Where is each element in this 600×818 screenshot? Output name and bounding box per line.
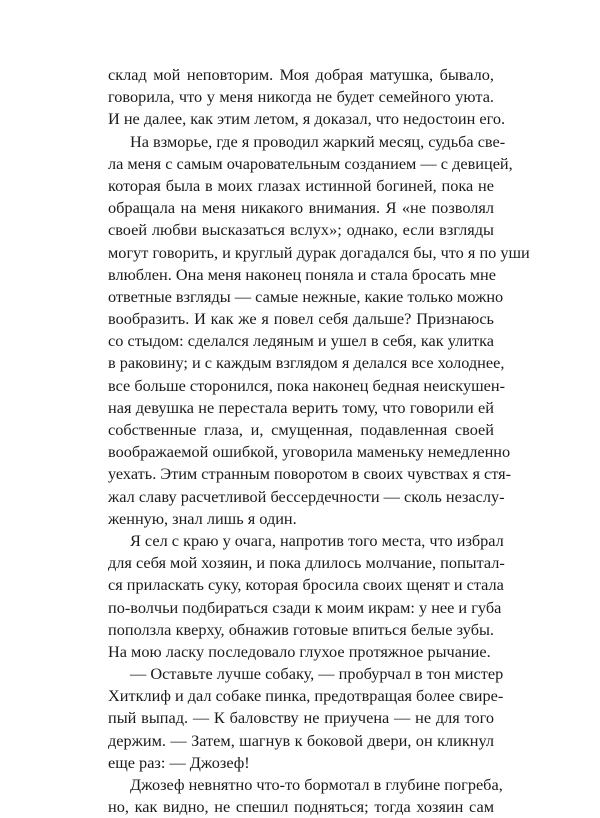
text-line: говорила, что у меня никогда не будет семейного уюта. [108, 87, 494, 107]
text-line: могут говорить, и круглый дурак догадался бы, что я по уши [108, 242, 530, 262]
text-line: пый выпад. — К баловству не приучена — не для того [108, 708, 494, 728]
text-line: ла меня с самым очаровательным созданием — с девицей, [108, 153, 513, 173]
paragraph [108, 64, 506, 131]
text-line: со стыдом: сделался ледяным и ушел в себя, как улитка [108, 331, 494, 351]
text-line: воображаемой ошибкой, уговорила маменьку немедленно [108, 442, 511, 462]
text-line: еще раз: — Джозеф! [108, 752, 250, 772]
paragraph [108, 530, 505, 663]
text-line: Хитклиф и дал собаке пинка, предотвращая более свире- [108, 686, 504, 706]
text-line: в раковину; и с каждым взглядом я делался все холоднее, [108, 353, 505, 373]
text-line: которая была в моих глазах истинной богиней, пока не [108, 175, 494, 195]
paragraph [108, 131, 530, 530]
text-line: но, как видно, не спешил подняться; тогда хозяин сам [108, 797, 494, 817]
text-line: уехать. Этим странным поворотом в своих чувствах я стя- [108, 464, 512, 484]
text-line: вообразить. И как же я повел себя дальше? Признаюсь [108, 309, 494, 329]
text-line: склад мой неповторим. Моя добрая матушка, бывало, [108, 65, 494, 84]
text-line: для себя мой хозяин, и пока длилось молчание, попытал- [108, 553, 505, 573]
text-line: держим. — Затем, шагнув к боковой двери, он кликнул [108, 730, 494, 750]
paragraph [108, 774, 503, 818]
text-line: ответные взгляды — самые нежные, какие только можно [108, 286, 504, 306]
text-line: На взморье, где я проводил жаркий месяц, судьба све- [130, 131, 506, 151]
text-line: собственные глаза, и, смущенная, подавленная своей [108, 420, 494, 439]
text-line: своей любви высказаться вслух»; однако, если взгляды [108, 220, 494, 240]
text-line: На мою ласку последовало глухое протяжное рычание. [108, 641, 491, 661]
text-line: Я сел с краю у очага, напротив того места, что избрал [130, 530, 504, 550]
text-line: все больше сторонился, пока наконец бедная неискушен- [108, 375, 506, 395]
text-line: И не далее, как этим летом, я доказал, что недостоин его. [108, 109, 506, 129]
text-line: жал славу расчетливой бессердечности — сколь незаслу- [108, 486, 505, 506]
text-line: обращала на меня никакого внимания. Я «не позволял [108, 198, 494, 218]
text-line: по-волчьи подбираться сзади к моим икрам: у нее и губа [108, 597, 502, 617]
text-line: ся приласкать суку, которая бросила своих щенят и стала [108, 575, 504, 595]
text-line: Джозеф невнятно что-то бормотал в глубине погреба, [130, 775, 503, 794]
paragraph [108, 663, 504, 774]
text-line: ная девушка не перестала верить тому, что говорили ей [108, 397, 494, 417]
text-line: женную, знал лишь я один. [108, 508, 297, 528]
text-line: поползла кверху, обнажив готовые впиться белые зубы. [108, 619, 494, 639]
page-text [108, 64, 530, 818]
text-line: влюблен. Она меня наконец поняла и стала бросать мне [108, 264, 496, 284]
text-line: — Оставьте лучше собаку, — пробурчал в тон мистер [130, 664, 504, 684]
